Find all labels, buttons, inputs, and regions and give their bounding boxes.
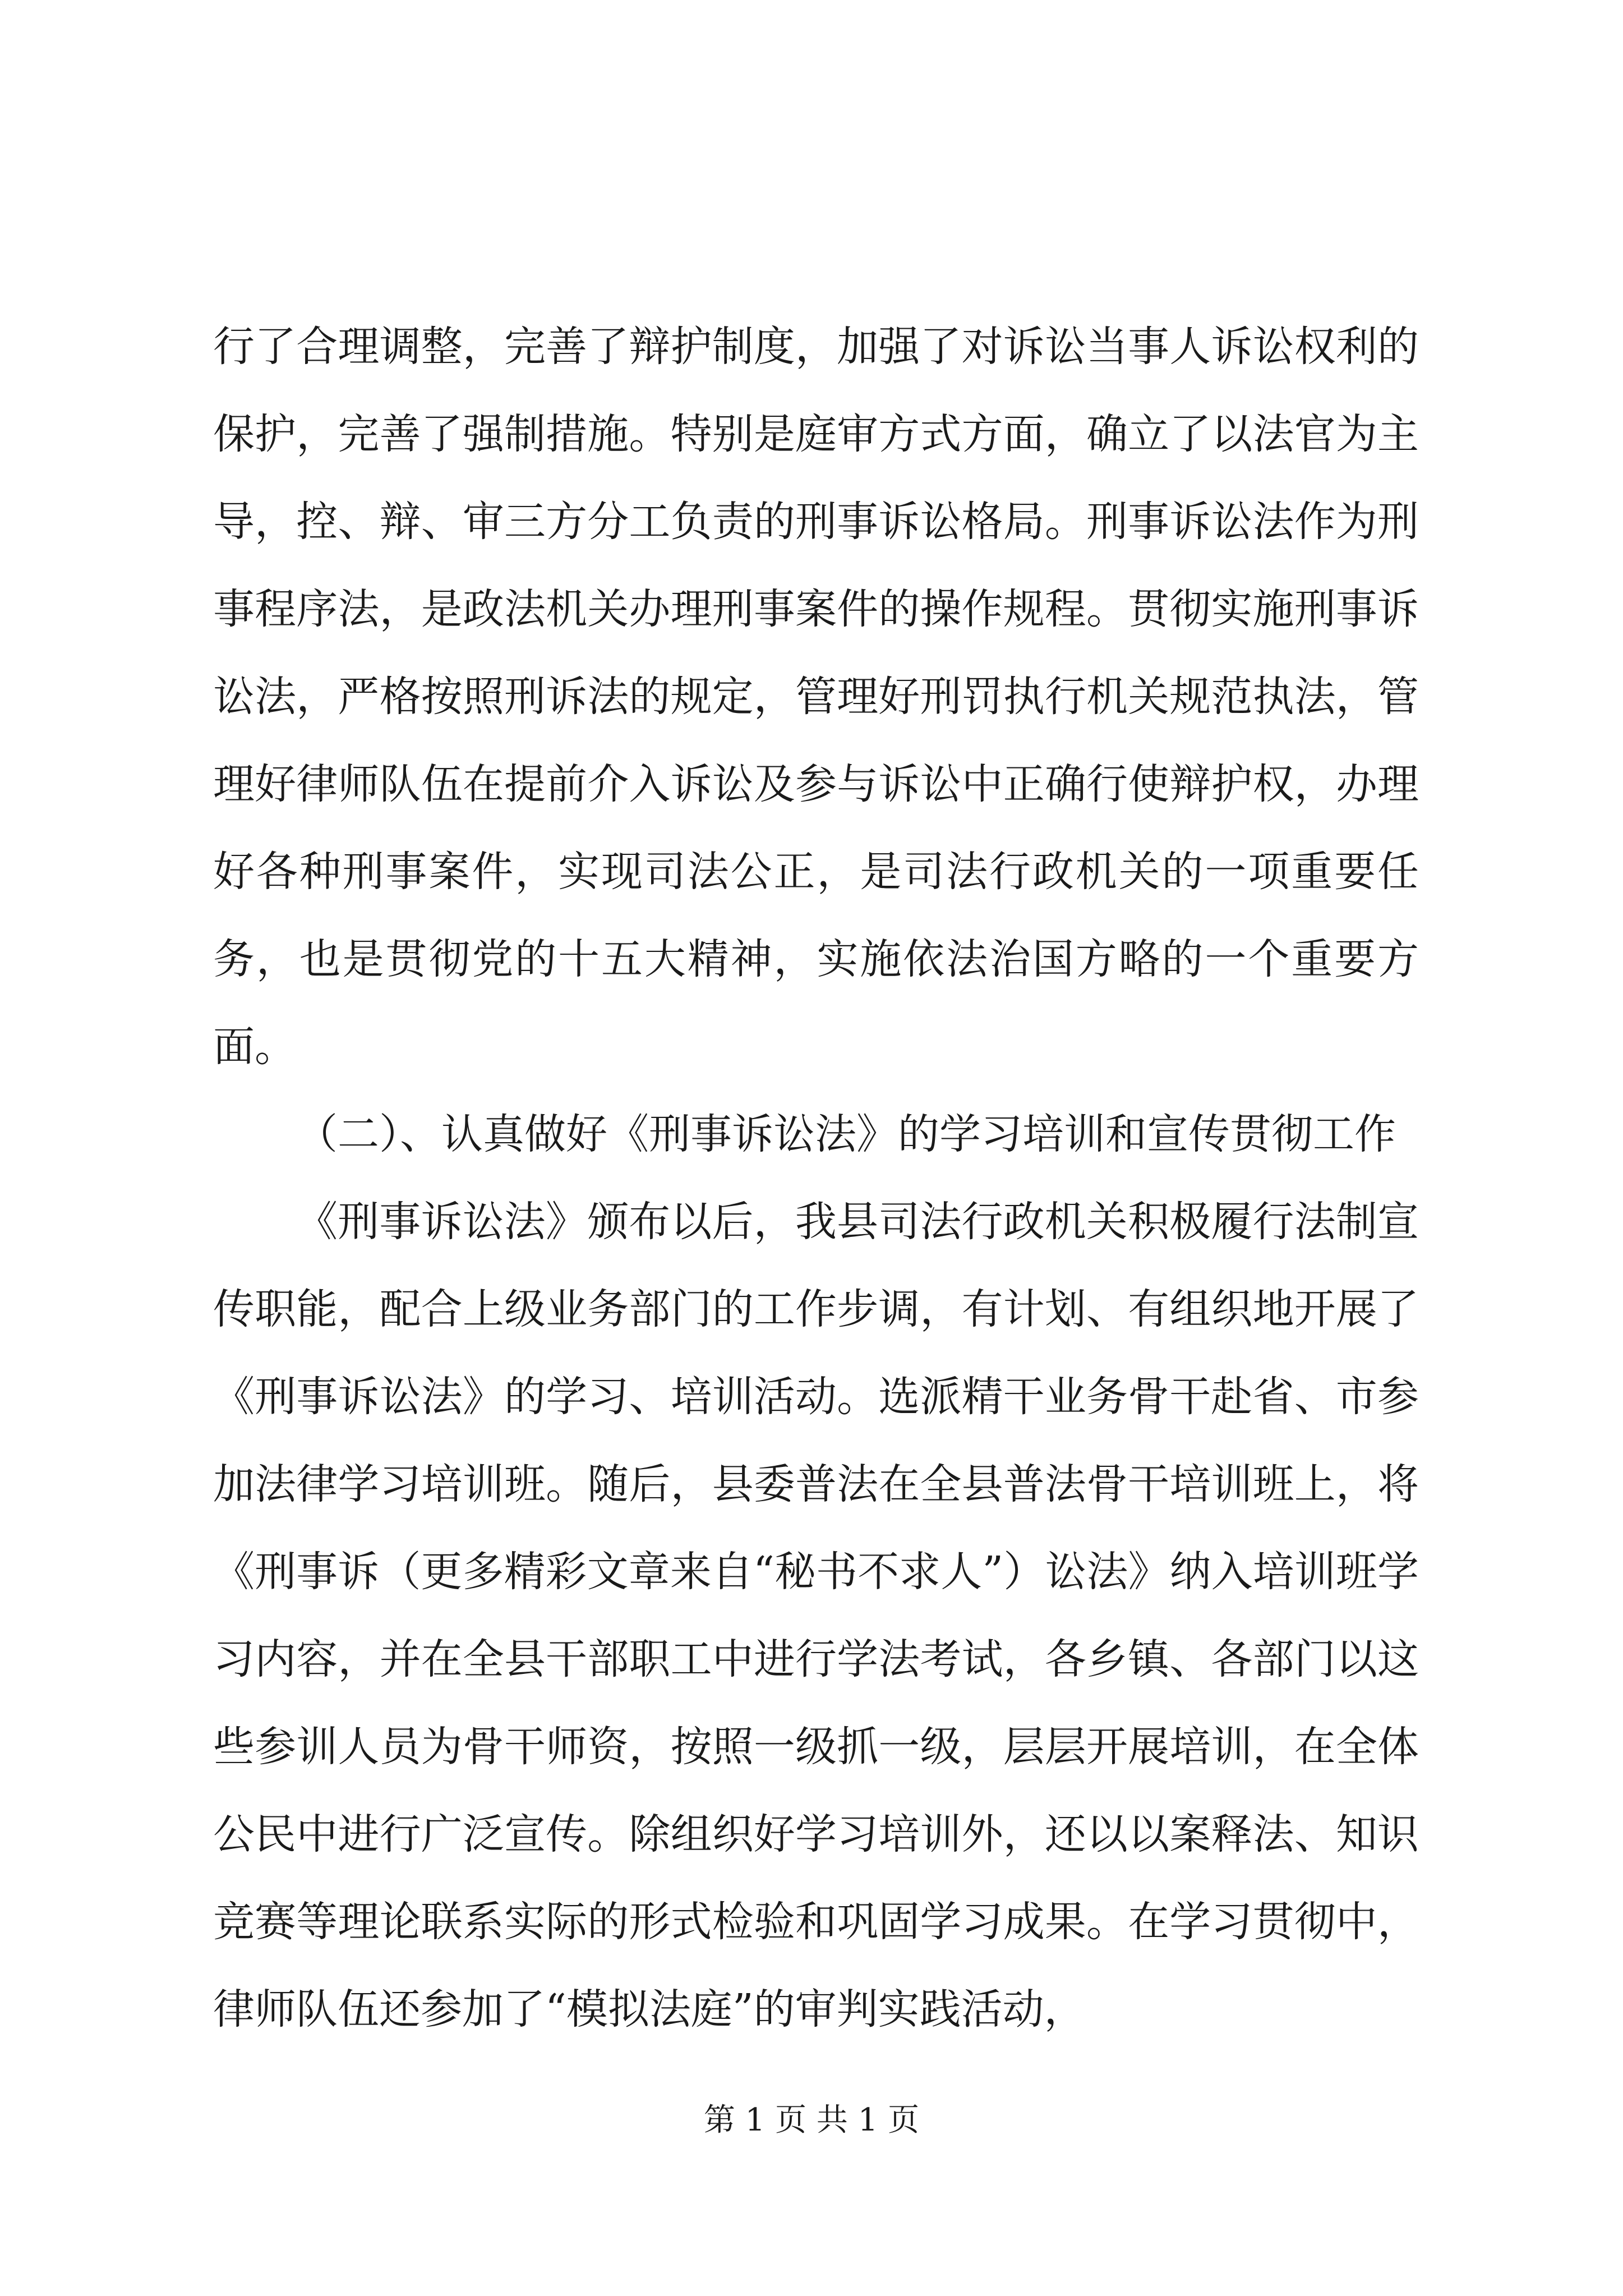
paragraph-continuation: 行了合理调整，完善了辩护制度，加强了对诉讼当事人诉讼权利的保护，完善了强制措施。特别是庭审方式方面，确立了以法官为主导，控、辩、审三方分工负责的刑事诉讼格局。刑事诉讼法作为刑事程序法，是政法机关办理刑事案件的操作规程。贯彻实施刑事诉讼法，严格按照刑诉法的规定，管理好刑罚执行机关规范执法，管理好律师队伍在提前介入诉讼及参与诉讼中正确行使辩护权，办理好各种刑事案件，实现司法公正，是司法行政机关的一项重要任务，也是贯彻党的十五大精神，实施依法治国方略的一个重要方面。 <box>213 323 1419 1071</box>
page-footer: 第 1 页 共 1 页 <box>703 2102 920 2138</box>
document-body <box>213 303 1419 2053</box>
paragraph-body: 《刑事诉讼法》颁布以后，我县司法行政机关积极履行法制宣传职能，配合上级业务部门的工作步调，有计划、有组织地开展了《刑事诉讼法》的学习、培训活动。选派精干业务骨干赴省、市参加法律学习培训班。随后，县委普法在全县普法骨干培训班上，将《刑事诉（更多精彩文章来自“秘书不求人”）讼法》纳入培训班学习内容，并在全县干部职工中进行学法考试，各乡镇、各部门以这些参训人员为骨干师资，按照一级抓一级，层层开展培训，在全体公民中进行广泛宣传。除组织好学习培训外，还以以案释法、知识竞赛等理论联系实际的形式检验和巩固学习成果。在学习贯彻中，律师队伍还参加了“模拟法庭”的审判实践活动， <box>213 1198 1419 2033</box>
section-heading: （二）、认真做好《刑事诉讼法》的学习培训和宣传贯彻工作 <box>296 1110 1396 1158</box>
